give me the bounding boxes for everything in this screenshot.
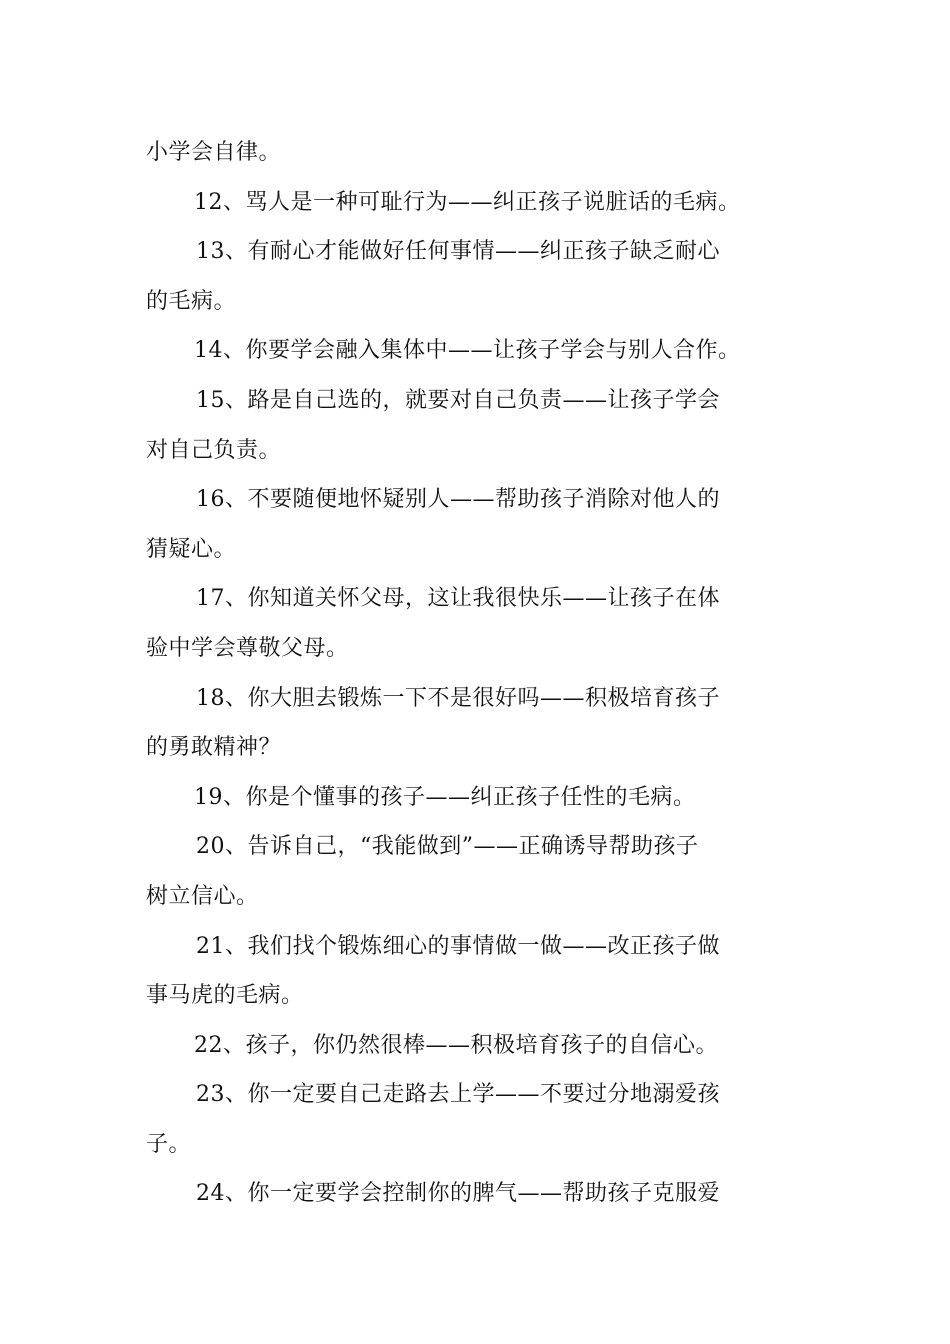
text-line: 的勇敢精神？ bbox=[146, 735, 282, 761]
text-line: 树立信心。 bbox=[146, 883, 259, 909]
text-line: 23、你一定要自己走路去上学——不要过分地溺爱孩 bbox=[196, 1082, 720, 1108]
text-line: 子。 bbox=[146, 1131, 192, 1157]
text-line: 22、孩子，你仍然很棒——积极培育孩子的自信心。 bbox=[194, 1032, 718, 1058]
text-line: 猜疑心。 bbox=[146, 536, 237, 562]
text-line: 对自己负责。 bbox=[146, 437, 282, 463]
document-body bbox=[146, 128, 814, 1219]
text-line: 14、你要学会融入集体中——让孩子学会与别人合作。 bbox=[194, 338, 741, 364]
text-line: 24、你一定要学会控制你的脾气——帮助孩子克服爱 bbox=[196, 1181, 720, 1207]
text-line: 17、你知道关怀父母，这让我很快乐——让孩子在体 bbox=[196, 586, 720, 612]
text-line: 事马虎的毛病。 bbox=[146, 983, 304, 1009]
text-line: 验中学会尊敬父母。 bbox=[146, 635, 349, 661]
text-line: 21、我们找个锻炼细心的事情做一做——改正孩子做 bbox=[196, 933, 720, 959]
text-line: 12、骂人是一种可耻行为——纠正孩子说脏话的毛病。 bbox=[194, 189, 741, 215]
text-line: 15、路是自己选的，就要对自己负责——让孩子学会 bbox=[196, 387, 720, 413]
text-line: 小学会自律。 bbox=[146, 140, 282, 165]
text-line: 20、告诉自己，“我能做到”——正确诱导帮助孩子 bbox=[196, 834, 699, 860]
text-line: 13、有耐心才能做好任何事情——纠正孩子缺乏耐心 bbox=[196, 239, 720, 265]
text-line: 的毛病。 bbox=[146, 288, 237, 314]
text-line: 16、不要随便地怀疑别人——帮助孩子消除对他人的 bbox=[196, 487, 720, 513]
text-line: 18、你大胆去锻炼一下不是很好吗——积极培育孩子 bbox=[196, 685, 720, 711]
text-line: 19、你是个懂事的孩子——纠正孩子任性的毛病。 bbox=[194, 784, 696, 810]
